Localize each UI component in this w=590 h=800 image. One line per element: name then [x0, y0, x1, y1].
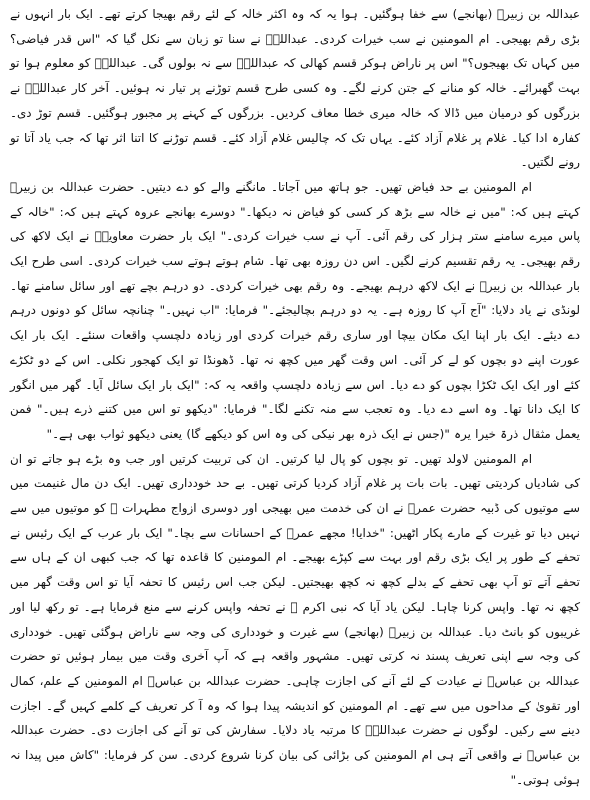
- paragraph-3: ام المومنین لاولد تھیں۔ تو بچوں کو پال لیا کرتیں۔ ان کی تربیت کرتیں اور جب وہ بڑے ہو جاتے تو ان کی شادیاں کردیتی تھیں۔ بات بات پر غلام آزاد کردیا کرتی تھیں۔ بے حد خودداری تھیں۔ ایک دن مال غنیمت میں سے موتیوں کی ڈبیہ حضرت عمرؓ نے ان کی خدمت میں بھیجی اور دوسری ازواج مطہرات ؓ کو موتیوں میں سے نہیں دیا تو غیرت کے مارے پکار اٹھیں: "خدایا! مجھے عمرؓ کے احسانات سے بچا۔" ایک بار عرب کے ایک رئیس نے تحفے کے طور پر ایک بڑی رقم اور بہت سے کپڑے بھیجے۔ ام المومنین کا قاعدہ تھا کہ جب کبھی ان کے ہاں سے تحفے آتے تو آپ بھی تحفے کے بدلے کچھ نہ کچھ بھیجتیں۔ لیکن جب اس رئیس کا تحفہ آیا تو اس وقت گھر میں کچھ نہ تھا۔ واپس کرنا چاہا۔ لیکن یاد آیا کہ نبی اکرم ﷺ نے تحفہ واپس کرنے سے منع فرمایا ہے۔ تو رکھ لیا اور غریبوں کو بانٹ دیا۔ عبداللہ بن زبیرؓ (بھانجے) سے غیرت و خودداری کی وجہ سے ناراض ہوگئی تھیں۔ خودداری کی وجہ سے اپنی تعریف پسند نہ کرتی تھیں۔ مشہور واقعہ ہے کہ آپ آخری وقت میں بیمار ہوئیں تو حضرت عبداللہ بن عباسؓ نے عیادت کے لئے آنے کی اجازت چاہی۔ حضرت عبداللہ بن عباسؓ ام المومنین کے علم، کمال اور تقویٰ کے مداحوں میں سے تھے۔ ام المومنین کو اندیشہ پیدا ہوا کہ وہ آ کر تعریف کے کلمے کہیں گے۔ اجازت دینے سے رکیں۔ لوگوں نے حضرت عبداللہؓ کا مرتبہ یاد دلایا۔ سفارش کی تو آنے کی اجازت دی۔ حضرت عبداللہ بن عباسؓ نے واقعی آتے ہی ام المومنین کی بڑائی کی بیان کرنا شروع کردی۔ سن کر فرمایا: "کاش میں پیدا نہ ہوئی ہوتی۔": [10, 451, 580, 787]
- document-body: [10, 2, 580, 793]
- paragraph-1: عبداللہ بن زبیرؓ (بھانجے) سے خفا ہوگئیں۔ ہوا یہ کہ وہ اکثر خالہ کے لئے رقم بھیجا کرتے تھے۔ ایک بار انہوں نے بڑی رقم بھیجی۔ ام المومنین نے سب خیرات کردی۔ عبداللہؓ نے سنا تو زبان سے نکل گیا کہ "اس قدر فیاضی؟ میں کہاں تک بھیجوں؟" اس پر ناراض ہوکر قسم کھالی کہ عبداللہؓ سے نہ بولوں گی۔ عبداللہؓ کو معلوم ہوا تو بہت گھبرائے۔ خالہ کو منانے کے جتن کرنے لگے۔ وہ کسی طرح قسم توڑنے پر تیار نہ ہوئیں۔ آخر کار عبداللہؓ نے بزرگوں کو درمیان میں ڈالا کہ خالہ میری خطا معاف کردیں۔ بزرگوں کے کہنے پر مجبور ہوگئیں۔ قسم توڑ دی۔ کفارہ ادا کیا۔ غلام پر غلام آزاد کئے۔ یہاں تک کہ چالیس غلام آزاد کئے۔ قسم توڑنے کا اتنا اثر تھا کہ جب یاد آتا تو رونے لگتیں۔: [10, 7, 580, 170]
- paragraph-2: ام المومنین بے حد فیاض تھیں۔ جو ہاتھ میں آجاتا۔ مانگنے والے کو دے دیتیں۔ حضرت عبداللہ بن زبیرؓ کہتے ہیں کہ: "میں نے خالہ سے بڑھ کر کسی کو فیاض نہ دیکھا۔" دوسرے بھانجے عروہ کہتے ہیں کہ: "خالہ کے پاس میرے سامنے ستر ہزار کی رقم آئی۔ آپ نے سب خیرات کردی۔" ایک بار حضرت معاویہؓ نے ایک لاکھ کی رقم بھیجی۔ یہ رقم تقسیم کرنے لگیں۔ اس دن روزہ بھی تھا۔ شام ہوتے ہوتے سب خیرات کردی۔ اسی طرح ایک بار عبداللہ بن زبیرؓ نے ایک لاکھ درہم بھیجے۔ وہ رقم بھی خیرات کردی۔ دو درہم بچے تھے اور سائل سامنے تھا۔ لونڈی نے یاد دلایا: "آج آپ کا روزہ ہے۔ یہ دو درہم بچالیجئے۔" فرمایا: "اب نہیں۔" چنانچہ سائل کو دونوں درہم دے دیئے۔ ایک بار اپنا ایک مکان بیچا اور ساری رقم خیرات کردی اور زیادہ دلچسپ واقعات سنئے۔ ایک بار ایک عورت اپنے دو بچوں کو لے کر آئی۔ اس وقت گھر میں کچھ نہ تھا۔ ڈھونڈا تو ایک کھجور نکلی۔ اس کے دو ٹکڑے کئے اور ایک ایک ٹکڑا بچوں کو دے دیا۔ اس سے زیادہ دلچسپ واقعہ یہ کہ: "ایک بار ایک سائل آیا۔ گھر میں انگور کا ایک دانا تھا۔ وہ اسے دے دیا۔ وہ تعجب سے منہ تکنے لگا۔" فرمایا: "دیکھو تو اس میں کتنے ذرے ہیں۔" فمن یعمل مثقال ذرۃ خیرا یرہ "(جس نے ایک ذرہ بھر نیکی کی وہ اس کو دیکھے گا) یعنی دیکھو ثواب بھی ہے۔": [10, 179, 580, 441]
